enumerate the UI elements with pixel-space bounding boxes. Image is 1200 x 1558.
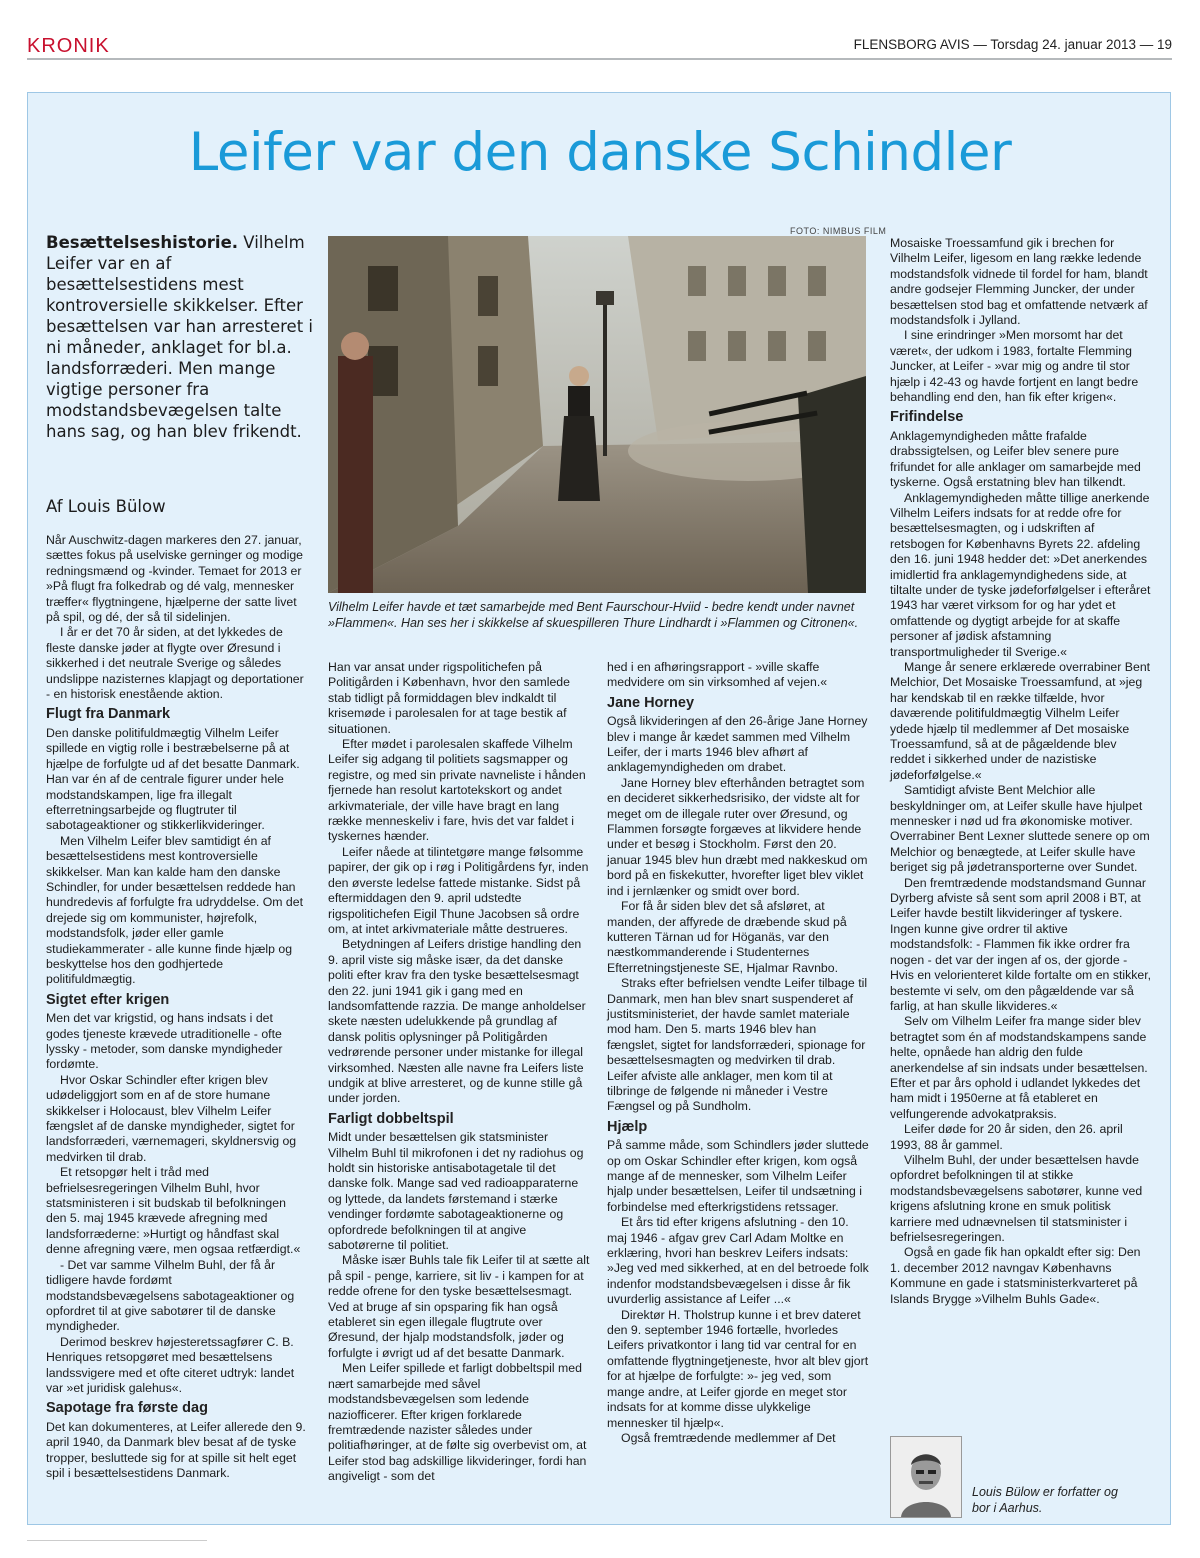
column-4: [890, 236, 1152, 1307]
subheading: Frifindelse: [890, 409, 964, 426]
byline: Af Louis Bülow: [46, 497, 166, 516]
paragraph: Derimod beskrev højesteretssagfører C. B. Henriques retsopgøret med besættelsens landssvigere med et ofte citeret udtryk: landet var »et juridisk galehus«.: [46, 1334, 295, 1395]
bottom-rule: [27, 1540, 207, 1541]
paragraph: Et års tid efter krigens afslutning - den 10. maj 1946 - afgav grev Carl Adam Moltke en erklæring, hvori han beskrev Leifers indsats: »Jeg ved med sikkerhed, at en del betroede folk indenfor modstandsbevægelsen i disse år fik uvurderlig assistance af Leifer ...«: [607, 1215, 869, 1307]
paragraph: Anklagemyndigheden måtte tillige anerkende Vilhelm Leifers indsats for at redde ofre for besættelsesmagten, og i udskriften af retsbogen for Københavns Byrets 22. afdeling den 16. juni 1948 hedder det: »Det anerkendes imidlertid fra anklagemyndighedens side, at tiltalte under de tyske jødeforfølgelser i efteråret 1943 har været virksom for og har ydet et omfattende og dygtigt arbejde for at skaffe personer af jødisk afstamning transportmuligheder til Sverige.«: [890, 490, 1151, 659]
paragraph: Også fremtrædende medlemmer af Det: [621, 1430, 836, 1445]
paragraph: - Det var samme Vilhelm Buhl, der få år tidligere havde fordømt modstandsbevægelsens sabotageaktioner og opfordret til at give sabotører til de danske myndigheder.: [46, 1257, 295, 1334]
author-note: Louis Bülow er forfatter og bor i Aarhus.: [972, 1485, 1118, 1515]
article-photo: [328, 236, 866, 593]
paragraph: Midt under besættelsen gik statsminister Vilhelm Buhl til mikrofonen i det ny radiohus og holdt sin historiske antisabotagetale til det danske folk. Mange sad ved radioapparaterne og lyttede, da landets førstemand i stærke vendinger fordømte sabotageaktionerne og opfordrede befolkningen til at angive sabotørerne til politiet.: [328, 1130, 584, 1253]
subheading: Farligt dobbeltspil: [328, 1110, 454, 1127]
paragraph: Også en gade fik han opkaldt efter sig: Den 1. december 2012 navngav Københavns Kommune en gade i statsministerkvarteret på Islands Brygge »Vilhelm Buhls Gade«.: [890, 1245, 1141, 1306]
paragraph: Den fremtrædende modstandsmand Gunnar Dyrberg afviste så sent som april 2008 i BT, at Leifer havde bestilt likvideringer af tyskere. Ingen kunne give ordrer til aktive modstandsfolk: - Flammen fik ikke ordrer fra nogen - det var der ingen af os, der gjorde - Hvis en velorienteret kilde fortalte om en stikker, bestemte vi selv, om den pågældende var så farlig, at han skulle likvideres.«: [890, 875, 1152, 1013]
subheading: Sigtet efter krigen: [46, 991, 170, 1008]
subheading: Flugt fra Danmark: [46, 706, 171, 723]
subheading: Jane Horney: [607, 694, 695, 711]
lead-kicker: Besættelseshistorie.: [46, 233, 239, 252]
paragraph: Betydningen af Leifers dristige handling den 9. april viste sig måske især, da det danske politi efter krav fra den tyske besættelsesmagt den 22. juni 1941 gik i gang med en landsomfattende razzia. De mange anholdelser skete næsten udelukkende på grundlag af dansk politis oplysninger på Politigården vedrørende personer under mistanke for illegal virksomhed. Næsten alle navne fra Leifers liste undgik at blive arresteret, og de kunne stille gå under jorden.: [328, 937, 586, 1106]
paragraph: Den danske politifuldmægtig Vilhelm Leifer spillede en vigtig rolle i bestræbelserne på at hjælpe de forfulgte ud af det besatte Danmark. Han var én af de centrale figurer under hele modstandskampen, lige fra illegalt efterretningsarbejde og flugtruter til sabotageaktioner og stikkerlikvideringer.: [46, 725, 300, 833]
column-3: [607, 660, 869, 1446]
paragraph: For få år siden blev det så afsløret, at manden, der affyrede de dræbende skud på kutteren Tärnan ud for Höganäs, var den næstkommanderende i Studenternes Efterretningstjeneste SE, Hjalmar Ravnbo.: [607, 899, 847, 975]
lead-paragraph: [46, 232, 314, 442]
paragraph: Et retsopgør helt i tråd med befrielsesregeringen Vilhelm Buhl, hvor statsministeren i sit budskab til befolkningen den 5. maj 1945 krævede afregning med landsforræderne: »Hurtigt og håndfast skal denne afregning være, men ogsaa retfærdigt.«: [46, 1165, 301, 1257]
subheading: Sapotage fra første dag: [46, 1400, 208, 1417]
paragraph: Men Leifer spillede et farligt dobbeltspil med nært samarbejde med såvel modstandsbevægelsen som ledende naziofficerer. Efter krigen forklarede fremtrædende nazister således under politiafhøringer, at de følte sig overbevist om, at Leifer stod bag adskillige likvideringer, fordi han angiveligt - som det: [328, 1361, 587, 1484]
lead-text: Vilhelm Leifer var en af besættelsestidens mest kontroversielle skikkelser. Efter besættelsen var han arresteret i ni måneder, anklaget for bl.a. landsforræderi. Men mange vigtige personer fra modstandsbevægelsen talte hans sag, og han blev frikendt.: [46, 233, 313, 441]
author-photo: [890, 1436, 962, 1518]
street-scene-image: [328, 236, 866, 593]
paragraph: På samme måde, som Schindlers jøder sluttede op om Oskar Schindler efter krigen, kom også mange af de mennesker, som Vilhelm Leifer hjalp under besættelsen, Leifer til undsætning i forbindelse med efterkrigstidens retssager.: [607, 1138, 869, 1214]
subheading: Hjælp: [607, 1118, 648, 1135]
paragraph: I år er det 70 år siden, at det lykkedes de fleste danske jøder at flygte over Øresund i sikkerhed i det neutrale Sverige og således undslippe nazisternes klapjagt og deportationer - en historisk enestående aktion.: [46, 625, 304, 702]
author-portrait-image: [891, 1437, 961, 1517]
paragraph: Anklagemyndigheden måtte frafalde drabssigtelsen, og Leifer blev senere pure frifundet for alle anklager om samarbejde med tyskerne. Også erstatning blev han tilkendt.: [890, 428, 1141, 490]
paragraph: Straks efter befrielsen vendte Leifer tilbage til Danmark, men han blev snart suspenderet af justitsministeriet, der havde samlet materiale mod ham. Den 5. marts 1946 blev han fængslet, sigtet for landsforræderi, spionage for besættelsesmagten og medvirken til drab. Leifer afviste alle anklager, men kom til at tilbringe de følgende ni måneder i Vestre Fængsel og på Sundholm.: [607, 976, 868, 1114]
paragraph: Måske især Buhls tale fik Leifer til at sætte alt på spil - penge, karriere, sit liv - i kampen for at redde ofrene for den tyske besættelsesmagt. Ved at bruge af sin opsparing fik han også etableret sin egen illegale flugtrute over Øresund, der hjalp modstandsfolk, jøder og forfulgte i øvrigt ud af det besatte Danmark.: [328, 1253, 590, 1360]
photo-credit: FOTO: NIMBUS FILM: [790, 226, 887, 236]
page-header: [27, 32, 1172, 60]
paragraph: Det kan dokumenteres, at Leifer allerede den 9. april 1940, da Danmark blev besat af de tyske tropper, besluttede sig for at spille sit helt eget spil i besættelsestidens Danmark.: [46, 1419, 306, 1480]
paragraph: hed i en afhøringsrapport - »ville skaffe medvidere om sin virksomhed af vejen.«: [607, 660, 828, 690]
paragraph: Jane Horney blev efterhånden betragtet som en decideret sikkerhedsrisiko, der vidste alt for meget om de illegale ruter over Øresund, og Flammen forsøgte forgæves at likvidere hende under et besøg i Stockholm. Først den 20. januar 1945 blev hun dræbt med nakkeskud om bord på en fiskekutter, hvorefter liget blev viklet ind i jernlænker og smidt over bord.: [607, 775, 868, 898]
paragraph: Også likvideringen af den 26-årige Jane Horney blev i mange år kædet sammen med Vilhelm Leifer, der i marts 1946 blev afhørt af anklagemyndigheden om drabet.: [607, 714, 868, 775]
paragraph: Mosaiske Troessamfund gik i brechen for Vilhelm Leifer, ligesom en lang række ledende modstandsfolk vidnede til fordel for ham, blandt andre godsejer Flemming Juncker, der under besættelsen stod bag et omfattende netværk af modstandsfolk i Jylland.: [890, 236, 1148, 328]
paragraph: Samtidigt afviste Bent Melchior alle beskyldninger om, at Leifer skulle have hjulpet mennesker i nød ud fra økonomiske motiver. Overrabiner Bent Lexner sluttede senere op om Melchior og benægtede, at Leifer skulle have beriget sig på jødetransporterne over Sundet.: [890, 783, 1150, 875]
paragraph: Men Vilhelm Leifer blev samtidigt én af besættelsestidens mest kontroversielle skikkelser. Man kan kalde ham den danske Schindler, for under besættelsen reddede han hundredevis af forfulgte fra udryddelse. Om det drejede sig om kommunister, højrefolk, modstandsfolk, jøder eller gamle studiekammerater - alle kunne finde hjælp og beskyttelse hos den godhjertede politifuldmægtig.: [46, 833, 304, 987]
paragraph: Men det var krigstid, og hans indsats i det godes tjeneste krævede utraditionelle - ofte lyssky - metoder, som danske myndigheder fordømte.: [46, 1011, 283, 1072]
paragraph: I sine erindringer »Men morsomt har det været«, der udkom i 1983, fortalte Flemming Juncker, at Leifer - »var mig og andre til stor hjælp i 42-43 og havde fortjent en langt bedre behandling end den, han fik efter krigen«.: [890, 328, 1139, 405]
photo-caption: Vilhelm Leifer havde et tæt samarbejde med Bent Faurschour-Hviid - bedre kendt under navnet »Flammen«. Han ses her i skikkelse af skuespilleren Thure Lindhardt i »Flammen og Citronen«.: [328, 600, 859, 630]
paragraph: Når Auschwitz-dagen markeres den 27. januar, sættes fokus på uselviske gerninger og modige redningsmænd og -kvinder. Temaet for 2013 er »På flugt fra folkedrab og dé valg, mennesker træffer« flygtningene, hjælperne der satte livet på spil, og dé, der så til sidelinjen.: [46, 533, 304, 625]
section-label: KRONIK: [27, 35, 110, 57]
headline: Leifer var den danske Schindler: [188, 122, 1012, 183]
paragraph: Leifer døde for 20 år siden, den 26. april 1993, 88 år gammel.: [890, 1122, 1123, 1152]
paragraph: Direktør H. Tholstrup kunne i et brev dateret den 9. september 1946 fortælle, hvorledes Leifers privatkontor i lang tid var central for en omfattende flygtningetjeneste, hvor alt blev gjort for at hjælpe de forfulgte: »- jeg ved, som mange andre, at Leifer gjorde en meget stor indsats for at komme disse ulykkelige mennesker til hjælp«.: [607, 1307, 869, 1430]
paragraph: Han var ansat under rigspolitichefen på Politigården i København, hvor den samlede stab tidligt på formiddagen blev indkaldt til krisemøde i parolesalen for at tage bestik af situationen.: [328, 660, 570, 736]
paragraph: Vilhelm Buhl, der under besættelsen havde opfordret befolkningen til at stikke modstandsbevægelsens sabotører, kunne ved krigens afslutning krone en smuk politisk karriere med udnævnelsen til statsminister i befrielsesregeringen.: [890, 1152, 1143, 1244]
paragraph: Efter mødet i parolesalen skaffede Vilhelm Leifer sig adgang til politiets sagsmapper og registre, og med sin private navneliste i hånden fjernede han resolut kartotekskort og andet arkivmateriale, der ville have bragt en lang række menneskeliv i fare, hvis det var faldet i tyskernes hænder.: [328, 737, 586, 844]
paragraph: Hvor Oskar Schindler efter krigen blev udødeliggjort som en af de store humane skikkelser i Holocaust, blev Vilhelm Leifer fængslet af de danske myndigheder, sigtet for landsforræderi, værnemageri, skyldnersvig og medvirken til drab.: [46, 1072, 297, 1164]
paragraph: Selv om Vilhelm Leifer fra mange sider blev betragtet som én af modstandskampens sande helte, opnåede han aldrig den fulde anerkendelse af sin indsats under besættelsen. Efter et par års ophold i udlandet lykkedes det ham midt i 1950erne at få etableret en velfungerende advokatpraksis.: [890, 1014, 1148, 1121]
paragraph: Leifer nåede at tilintetgøre mange følsomme papirer, der gik op i røg i Politigårdens fyr, inden den øverste ledelse fattede mistanke. Sidst på eftermiddagen den 9. april udstedte rigspolitichefen Eigil Thune Jacobsen så ordre om, at intet arkivmateriale måtte destrueres.: [328, 844, 589, 936]
column-1: [46, 533, 308, 1481]
paragraph: Mange år senere erklærede overrabiner Bent Melchior, Det Mosaiske Troessamfund, at »jeg har kendskab til en række tilfælde, hvor daværende politifuldmægtig Vilhelm Leifer ydede hjælp til medlemmer af Det mosaiske Troessamfund, så at de pågældende blev reddet i sikkerhed under de nazistiske jødeforfølgelse.«: [890, 659, 1151, 782]
column-2: [328, 660, 590, 1485]
page-info: FLENSBORG AVIS — Torsdag 24. januar 2013 — 19: [853, 37, 1172, 52]
